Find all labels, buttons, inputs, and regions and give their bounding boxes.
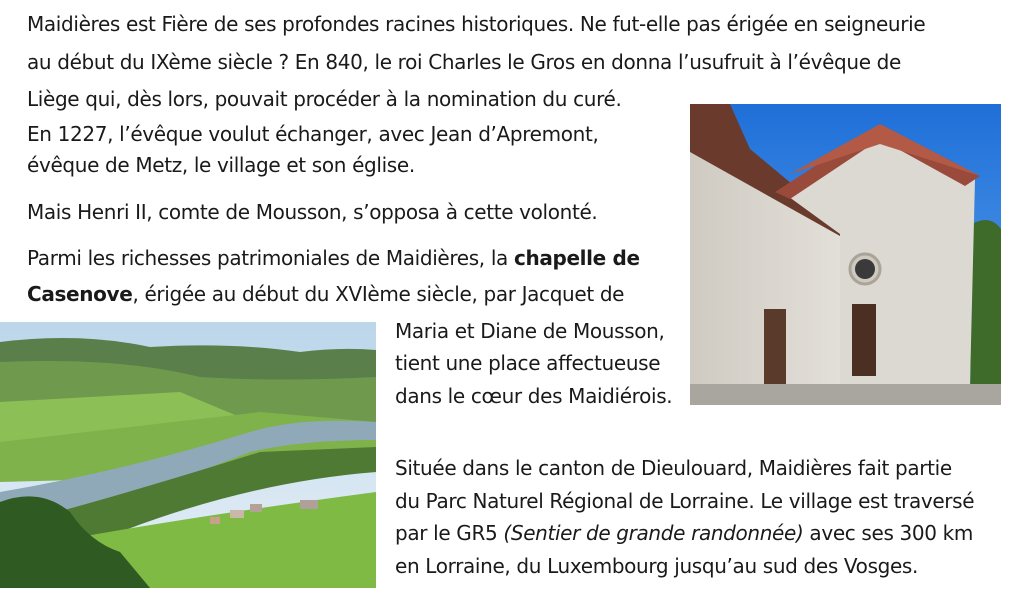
- paragraph-3-text-2: , érigée au début du XVIème siècle, par Jacquet de: [132, 282, 625, 306]
- paragraph-3-line-1: [27, 245, 640, 271]
- paragraph-3-line-3: Maria et Diane de Mousson,: [395, 319, 665, 343]
- paragraph-3-line-4: tient une place affectueuse: [395, 351, 661, 375]
- paragraph-2-line-1: Mais Henri II, comte de Mousson, s’opposa à cette volonté.: [27, 200, 598, 224]
- paragraph-1-line-5: évêque de Metz, le village et son église.: [27, 153, 415, 177]
- valley-photo: [0, 322, 376, 588]
- paragraph-3-text: Parmi les richesses patrimoniales de Maidières, la: [27, 246, 514, 270]
- gr5-expansion: (Sentier de grande randonnée): [503, 521, 804, 545]
- gr5-distance: avec ses 300 km: [803, 521, 974, 545]
- paragraph-4-line-1: Située dans le canton de Dieulouard, Maidières fait partie: [395, 456, 952, 480]
- chapel-name-bold-2: Casenove: [27, 282, 133, 306]
- paragraph-4-line-3: [395, 520, 973, 546]
- chapel-photo: [690, 104, 1001, 405]
- paragraph-3-line-2: [27, 281, 624, 307]
- paragraph-4-line-2: du Parc Naturel Régional de Lorraine. Le village est traversé: [395, 489, 975, 513]
- gr5-text: par le GR5: [395, 521, 504, 545]
- chapel-name-bold: chapelle de: [513, 246, 640, 270]
- paragraph-1-line-2: au début du IXème siècle ? En 840, le roi Charles le Gros en donna l’usufruit à l’évêque de: [27, 50, 901, 74]
- paragraph-3-line-5: dans le cœur des Maidiérois.: [395, 384, 673, 408]
- paragraph-4-line-4: en Lorraine, du Luxembourg jusqu’au sud des Vosges.: [395, 554, 919, 578]
- paragraph-1-line-1: Maidières est Fière de ses profondes racines historiques. Ne fut-elle pas érigée en seigneurie: [27, 12, 926, 36]
- paragraph-1-line-3: Liège qui, dès lors, pouvait procéder à la nomination du curé.: [27, 87, 622, 111]
- paragraph-1-line-4: En 1227, l’évêque voulut échanger, avec Jean d’Apremont,: [27, 122, 599, 146]
